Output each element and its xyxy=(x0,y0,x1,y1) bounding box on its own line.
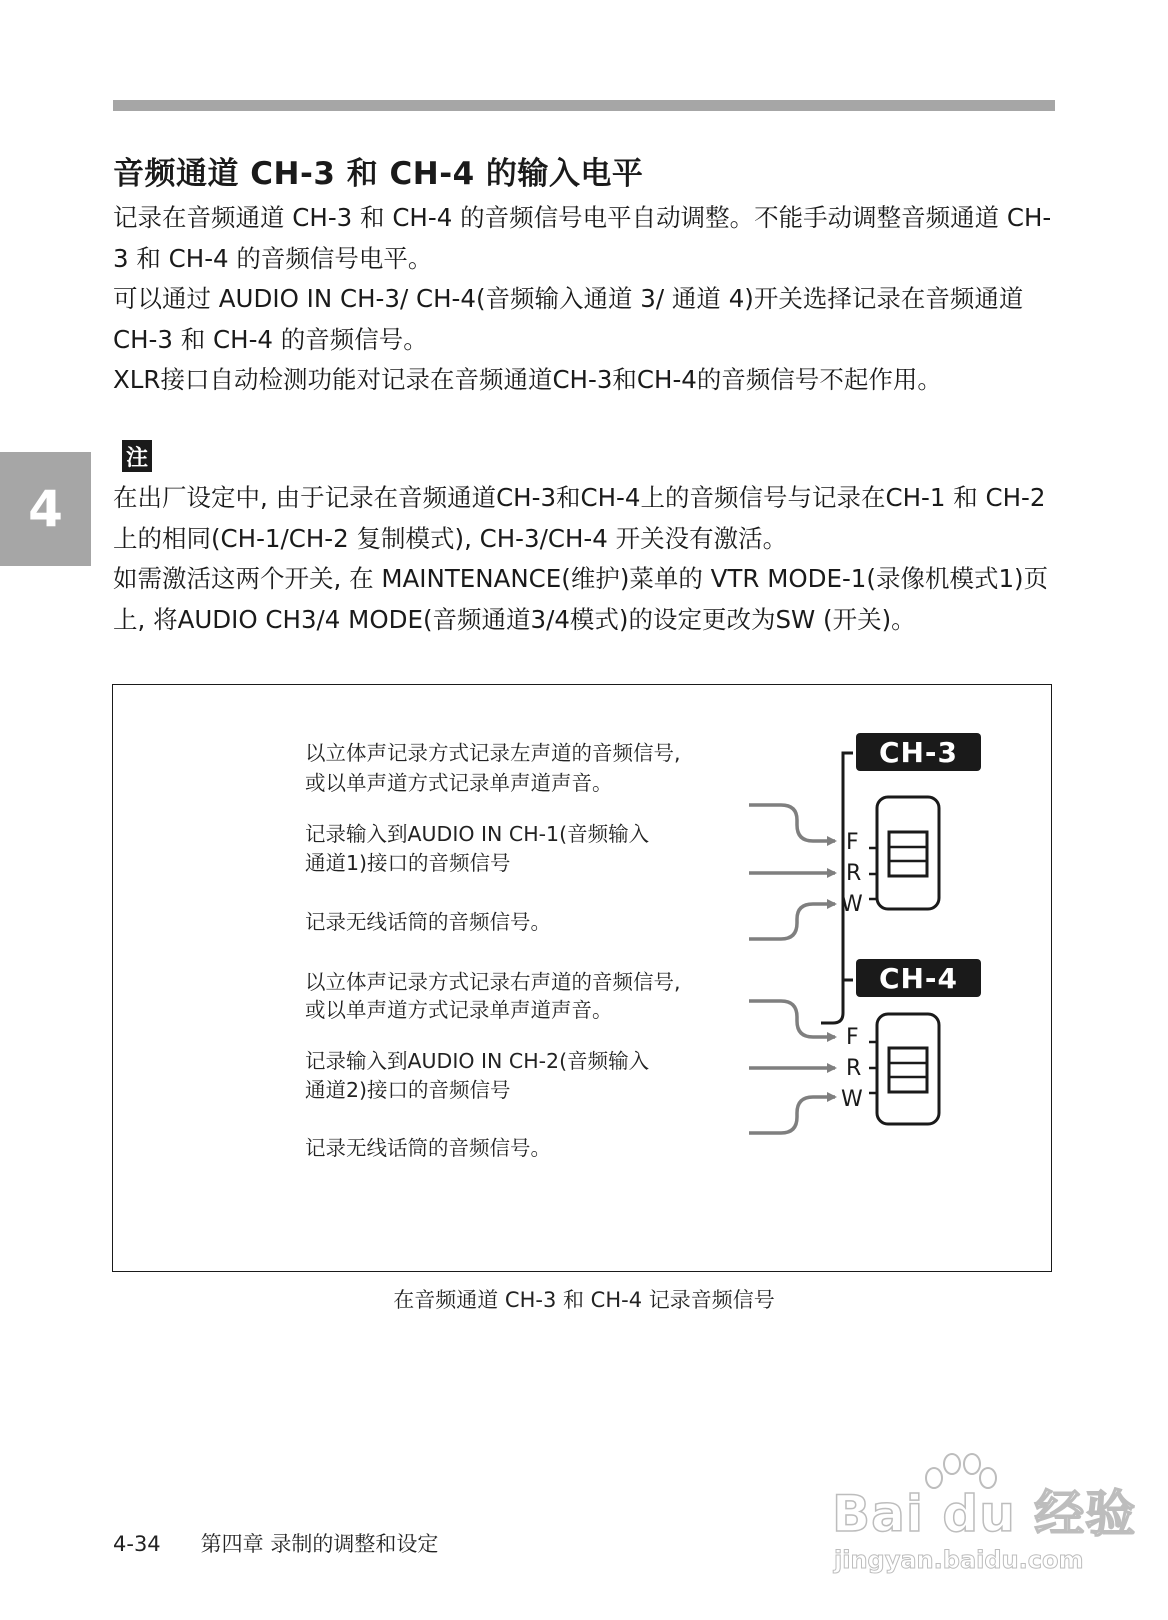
ch4-arrow-f xyxy=(749,1001,835,1037)
note-paragraph: 如需激活这两个开关, 在 MAINTENANCE(维护)菜单的 VTR MODE-1(录像机模式1)页上, 将AUDIO CH3/4 MODE(音频通道3/4模式)的设定更改为SW (开关)。 xyxy=(113,564,1049,634)
page-footer xyxy=(113,1528,438,1558)
ch4-arrow-w xyxy=(749,1097,835,1133)
ch4-pos-f: F xyxy=(846,1025,859,1050)
ch4-label-w: 记录无线话筒的音频信号。 xyxy=(305,1136,551,1160)
ch3-label-w: 记录无线话筒的音频信号。 xyxy=(305,910,551,934)
watermark-logo: Bai du 经验 xyxy=(832,1485,1137,1543)
watermark-url: jingyan.baidu.com xyxy=(834,1546,1084,1574)
ch4-badge: CH-4 xyxy=(856,959,981,997)
note-badge: 注 xyxy=(122,440,152,472)
channel-bracket xyxy=(821,753,853,1023)
ch4-label-r-line1: 记录输入到AUDIO IN CH-2(音频输入 xyxy=(305,1049,650,1073)
note-paragraph: 在出厂设定中, 由于记录在音频通道CH-3和CH-4上的音频信号与记录在CH-1 和 CH-2 上的相同(CH-1/CH-2 复制模式), CH-3/CH-4 开关没有激活。 xyxy=(113,483,1046,553)
section-body xyxy=(113,198,1058,401)
ch3-label-f-line1: 以立体声记录方式记录左声道的音频信号, xyxy=(305,741,681,765)
ch3-label-r-line1: 记录输入到AUDIO IN CH-1(音频输入 xyxy=(305,822,650,846)
ch3-label-f-line2: 或以单声道方式记录单声道声音。 xyxy=(305,771,613,795)
ch3-pos-w: W xyxy=(841,892,863,917)
ch4-switch xyxy=(869,1014,939,1124)
ch3-badge: CH-3 xyxy=(856,733,981,771)
chapter-tab: 4 xyxy=(0,452,91,566)
note-body xyxy=(113,478,1058,640)
section-paragraph: 可以通过 AUDIO IN CH-3/ CH-4(音频输入通道 3/ 通道 4)开关选择记录在音频通道 CH-3 和 CH-4 的音频信号。 xyxy=(113,284,1024,354)
section-paragraph: 记录在音频通道 CH-3 和 CH-4 的音频信号电平自动调整。不能手动调整音频通道 CH-3 和 CH-4 的音频信号电平。 xyxy=(113,203,1052,273)
ch3-pos-f: F xyxy=(846,830,859,855)
figure-box xyxy=(112,684,1052,1272)
section-paragraph: XLR接口自动检测功能对记录在音频通道CH-3和CH-4的音频信号不起作用。 xyxy=(113,365,942,394)
ch3-switch xyxy=(869,797,939,909)
ch3-arrow-f xyxy=(749,805,835,841)
ch4-label-f-line2: 或以单声道方式记录单声道声音。 xyxy=(305,998,613,1022)
ch4-label-f-line1: 以立体声记录方式记录右声道的音频信号, xyxy=(305,970,681,994)
baidu-watermark xyxy=(832,1446,1137,1581)
ch3-label-r-line2: 通道1)接口的音频信号 xyxy=(305,851,511,875)
ch4-pos-w: W xyxy=(841,1087,863,1112)
footer-chapter-title: 第四章 录制的调整和设定 xyxy=(200,1532,439,1556)
figure-caption: 在音频通道 CH-3 和 CH-4 记录音频信号 xyxy=(393,1288,775,1312)
ch3-arrow-w xyxy=(749,904,835,939)
ch3-pos-r: R xyxy=(846,861,862,886)
ch4-label-r-line2: 通道2)接口的音频信号 xyxy=(305,1078,511,1102)
section-title: 音频通道 CH-3 和 CH-4 的输入电平 xyxy=(113,156,644,192)
page-number: 4-34 xyxy=(113,1532,161,1556)
ch4-pos-r: R xyxy=(846,1056,862,1081)
top-rule xyxy=(113,100,1055,111)
